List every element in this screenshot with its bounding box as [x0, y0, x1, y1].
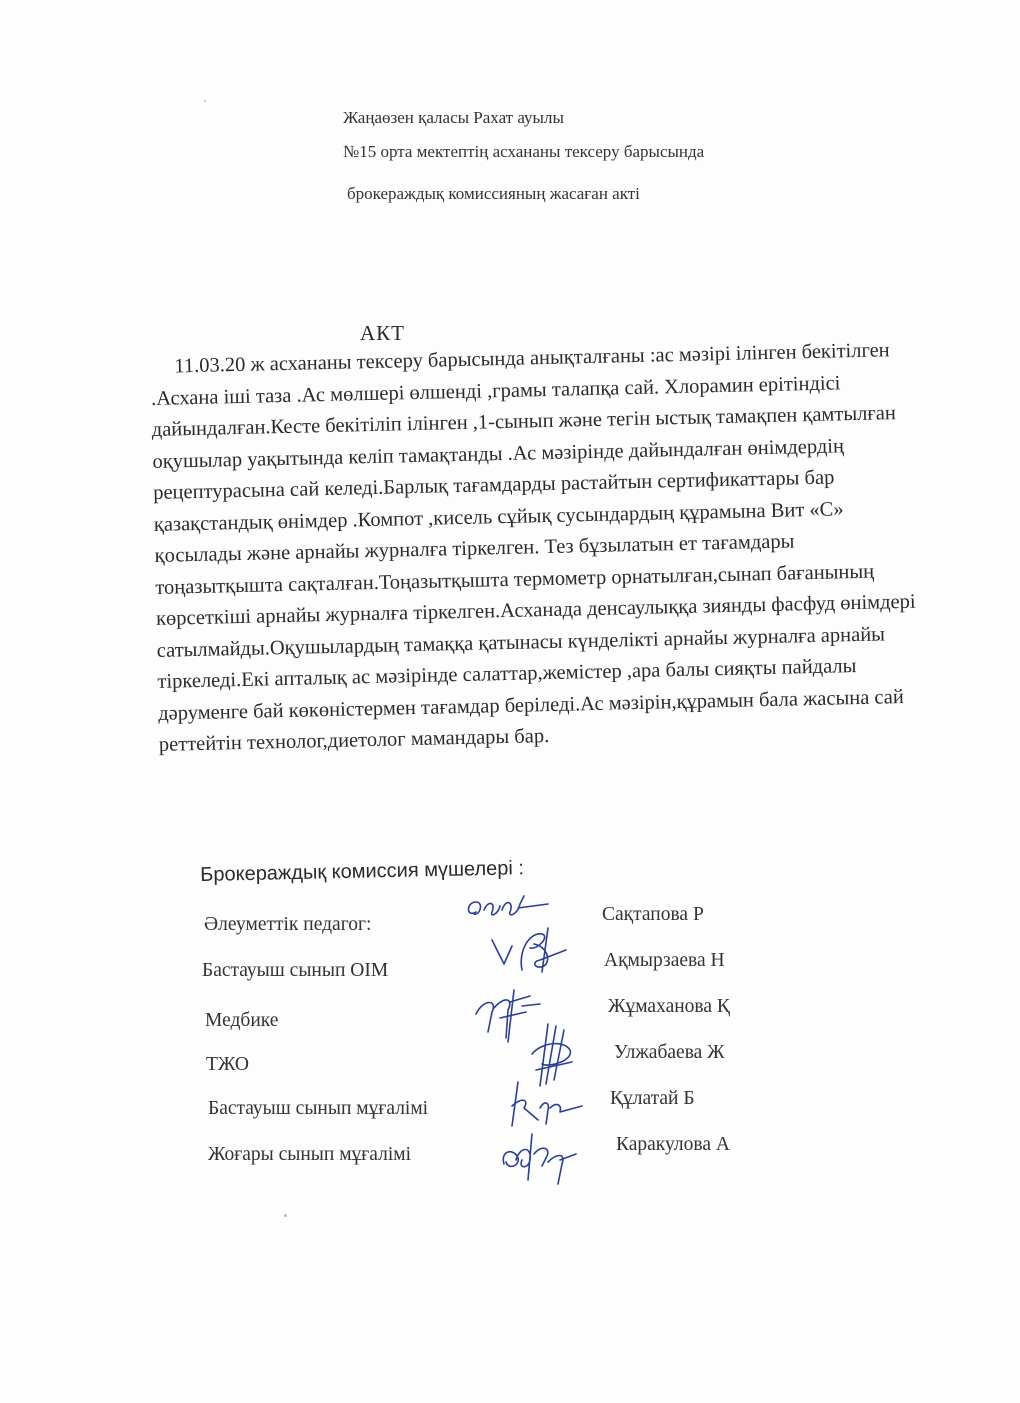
scan-speck	[284, 1214, 287, 1217]
member-name: Каракулова А	[616, 1134, 730, 1155]
member-role: Бастауыш сынып ОІМ	[202, 960, 389, 981]
member-name: Құлатай Б	[610, 1088, 695, 1109]
member-role: Әлеуметтік педагог:	[204, 914, 372, 935]
member-role: Бастауыш сынып мұғалімі	[208, 1098, 429, 1119]
member-role: ТЖО	[206, 1054, 249, 1075]
member-role: Медбике	[205, 1010, 279, 1031]
member-name: Жұмаханова Қ	[608, 996, 730, 1017]
member-name: Сақтапова Р	[602, 904, 704, 925]
scan-speck	[204, 100, 206, 102]
act-body-text: 11.03.20 ж асхананы тексеру барысында анықталғаны :ас мәзірі ілінген бекітілген .Асхана іші таза .Ас мөлшері өлшенді ,грамы талапқа сай. Хлорамин ерітіндісі дайындалған.Кесте бекітіліп ілінген ,1-сынып және тегін ыстық тамақпен қамтылған оқушылар уақытында келіп тамақтанды .Ас мәзірінде дайындалған өнімдердің рецептурасына сай келеді.Барлық тағамдарды растайтын сертификаттары бар қазақстандық өнімдер .Компот ,кисель сұйық сусындардың құрамына Вит «С» қосылады және арнайы журналға тіркелген. Тез бұзылатын ет тағамдары тоңазытқышта сақталған.Тоңазытқышта термометр орнатылған,сынап бағанының көрсеткіші арнайы журналға тіркелген.Асханада денсаулыққа зиянды фасфуд өнімдері сатылмайды.Оқушылардың тамаққа қатынасы күнделікті арнайы журналға арнайы тіркеледі.Екі апталық ас мәзірінде салаттар,жемістер ,ара балы сияқты пайдалы дәруменге бай көкөністермен тағамдар беріледі.Ас мәзірін,құрамын бала жасына сай реттейтін технолог,диетолог мамандары бар.	[150, 339, 916, 756]
header-line-3: брокераждық комиссияның жасаған акті	[347, 184, 640, 203]
signature-2	[490, 920, 580, 980]
members-title: Брокераждық комиссия мүшелері :	[200, 857, 525, 886]
member-name: Ақмырзаева Н	[604, 950, 725, 971]
member-name: Улжабаева Ж	[614, 1042, 725, 1063]
act-title: АКТ	[360, 321, 405, 345]
signature-6	[496, 1124, 596, 1194]
header-line-1: Жаңаөзен қаласы Рахат ауылы	[343, 108, 564, 127]
member-role: Жоғары сынып мұғалімі	[208, 1144, 412, 1165]
header-line-2: №15 орта мектептің асхананы тексеру барысында	[343, 142, 705, 161]
